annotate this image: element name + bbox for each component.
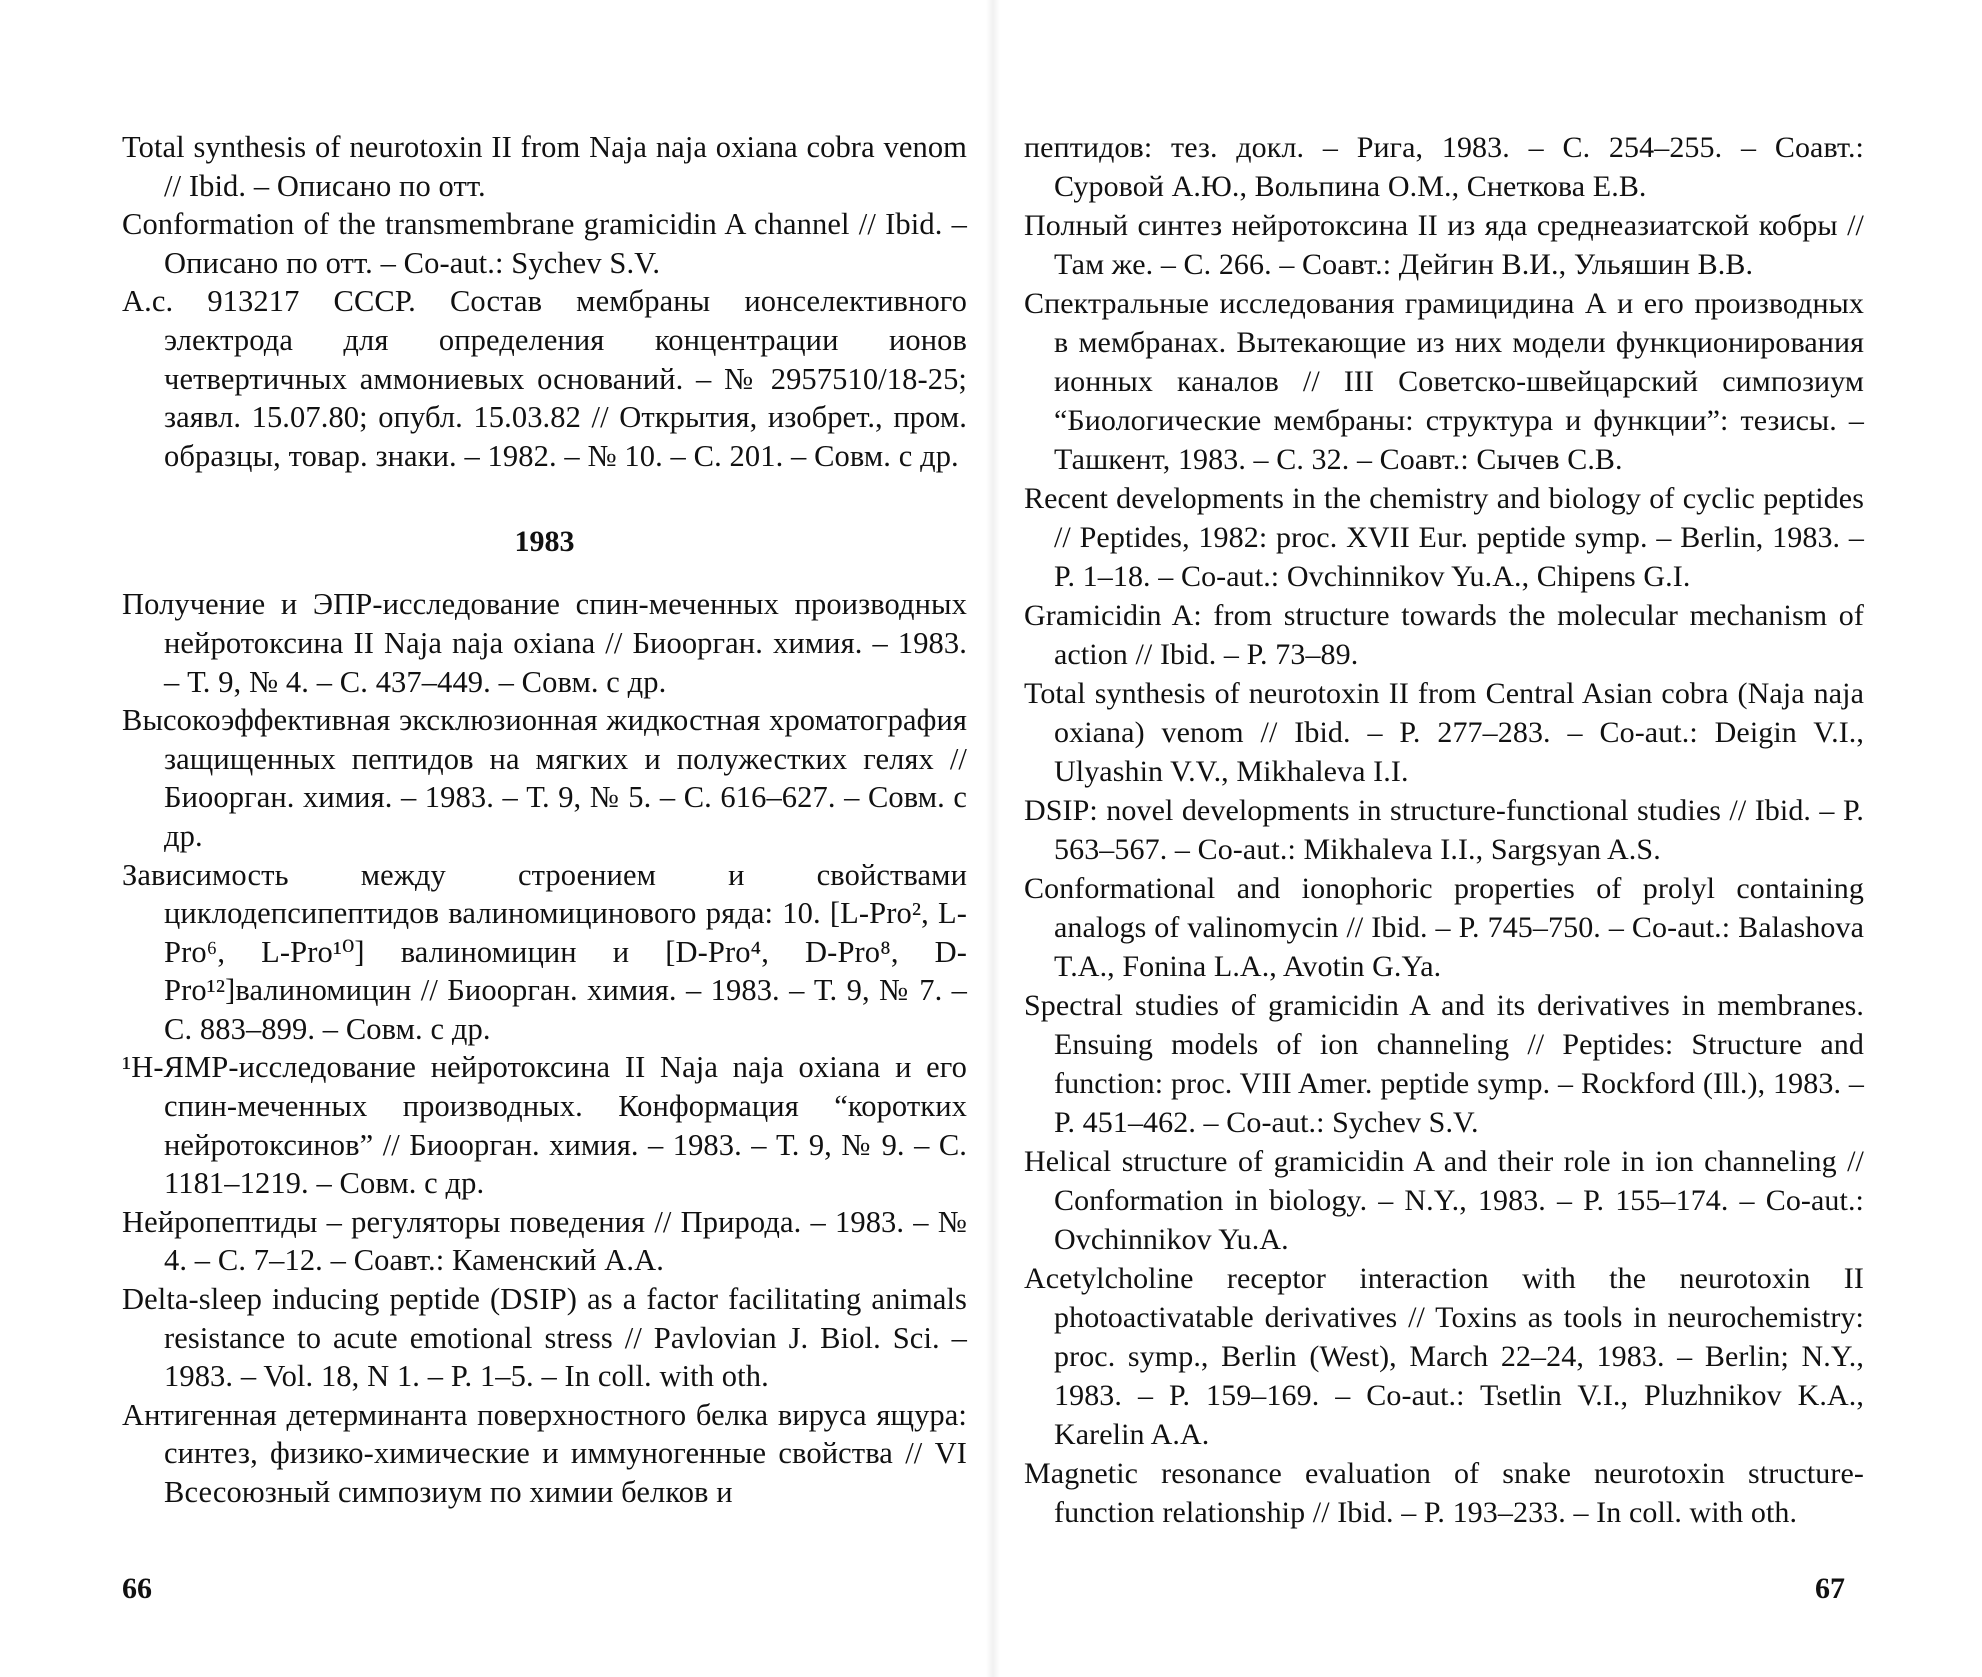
bibliography-entry: Gramicidin A: from structure towards the molecular mechanism of action // Ibid. – P. 73–89. <box>1024 599 1864 671</box>
bibliography-entry: Зависимость между строением и свойствами циклодепсипептидов валиномицинового ряда: 10. [L-Pro², L-Pro⁶, L-Pro¹⁰] валиномицин и [D-Pro⁴, D-Pro⁸, D-Pro¹²]валиномицин // Биоорган. химия. – 1983. – Т. 9, № 7. – С. 883–899. – Совм. с др. <box>122 857 967 1046</box>
year-heading: 1983 <box>514 525 575 559</box>
bibliography-entry: DSIP: novel developments in structure-functional studies // Ibid. – P. 563–567. – Co-aut.: Mikhaleva I.I., Sargsyan A.S. <box>1024 794 1864 866</box>
bibliography-entry: Total synthesis of neurotoxin II from Naja naja oxiana cobra venom // Ibid. – Описано по отт. <box>122 130 967 203</box>
bibliography-entry: A.c. 913217 СССР. Состав мембраны ионселективного электрода для определения концентрации ионов четвертичных аммониевых оснований. – № 2957510/18-25; заявл. 15.07.80; опубл. 15.03.82 // Открытия, изобрет., пром. образцы, товар. знаки. – 1982. – № 10. – С. 201. – Совм. с др. <box>122 284 967 473</box>
bibliography-entry: Conformation of the transmembrane gramicidin A channel // Ibid. – Описано по отт. – Co-aut.: Sychev S.V. <box>122 207 967 280</box>
bibliography-entry: Total synthesis of neurotoxin II from Central Asian cobra (Naja naja oxiana) venom // Ibid. – P. 277–283. – Co-aut.: Deigin V.I., Ulyashin V.V., Mikhaleva I.I. <box>1024 677 1864 788</box>
book-gutter <box>986 0 1000 1677</box>
bibliography-entry: Нейропептиды – регуляторы поведения // Природа. – 1983. – № 4. – С. 7–12. – Соавт.: Каменский А.А. <box>122 1204 967 1278</box>
bibliography-entry: Антигенная детерминанта поверхностного белка вируса ящура: синтез, физико-химические и иммуногенные свойства // VI Всесоюзный симпозиум по химии белков и <box>122 1397 967 1509</box>
page-number-left: 66 <box>122 1572 152 1605</box>
bibliography-entry: Magnetic resonance evaluation of snake neurotoxin structure-function relationship // Ibid. – P. 193–233. – In coll. with oth. <box>1024 1457 1864 1529</box>
left-page <box>122 128 967 1512</box>
bibliography-entry: Спектральные исследования грамицидина А и его производных в мембранах. Вытекающие из них модели функционирования ионных каналов // III Советско-швейцарский симпозиум “Биологические мембраны: структура и функции”: тезисы. – Ташкент, 1983. – С. 32. – Соавт.: Сычев С.В. <box>1024 287 1864 476</box>
bibliography-entry: Spectral studies of gramicidin A and its derivatives in membranes. Ensuing models of ion channeling // Peptides: Structure and function: proc. VIII Amer. peptide symp. – Rockford (Ill.), 1983. – P. 451–462. – Co-aut.: Sychev S.V. <box>1024 989 1864 1139</box>
page-number-right: 67 <box>1815 1572 1845 1605</box>
bibliography-entry: Delta-sleep inducing peptide (DSIP) as a factor facilitating animals resistance to acute emotional stress // Pavlovian J. Biol. Sci. – 1983. – Vol. 18, N 1. – P. 1–5. – In coll. with oth. <box>122 1282 967 1394</box>
bibliography-entry-continuation: пептидов: тез. докл. – Рига, 1983. – С. 254–255. – Соавт.: Суровой А.Ю., Вольпина О.М., Снеткова Е.В. <box>1024 131 1864 203</box>
bibliography-entry: Helical structure of gramicidin A and their role in ion channeling // Conformation in biology. – N.Y., 1983. – P. 155–174. – Co-aut.: Ovchinnikov Yu.A. <box>1024 1145 1864 1256</box>
bibliography-entry: Conformational and ionophoric properties of prolyl containing analogs of valinomycin // Ibid. – P. 745–750. – Co-aut.: Balashova T.A., Fonina L.A., Avotin G.Ya. <box>1024 872 1864 983</box>
bibliography-entry: Recent developments in the chemistry and biology of cyclic peptides // Peptides, 1982: proc. XVII Eur. peptide symp. – Berlin, 1983. – P. 1–18. – Co-aut.: Ovchinnikov Yu.A., Chipens G.I. <box>1024 482 1864 593</box>
bibliography-entry: Полный синтез нейротоксина II из яда среднеазиатской кобры // Там же. – С. 266. – Соавт.: Дейгин В.И., Ульяшин В.В. <box>1024 209 1864 281</box>
bibliography-entry: Получение и ЭПР-исследование спин-меченных производных нейротоксина II Naja naja oxiana // Биоорган. химия. – 1983. – Т. 9, № 4. – С. 437–449. – Совм. с др. <box>122 587 967 699</box>
bibliography-entry: Acetylcholine receptor interaction with the neurotoxin II photoactivatable derivatives // Toxins as tools in neurochemistry: proc. symp., Berlin (West), March 22–24, 1983. – Berlin; N.Y., 1983. – P. 159–169. – Co-aut.: Tsetlin V.I., Pluzhnikov K.A., Karelin A.A. <box>1024 1262 1864 1451</box>
bibliography-entry: Высокоэффективная эксклюзионная жидкостная хроматография защищенных пептидов на мягких и полужестких гелях // Биоорган. химия. – 1983. – Т. 9, № 5. – С. 616–627. – Совм. с др. <box>122 703 967 853</box>
bibliography-entry: ¹H-ЯМР-исследование нейротоксина II Naja naja oxiana и его спин-меченных производных. Конформация “коротких нейротоксинов” // Биоорган. химия. – 1983. – Т. 9, № 9. – С. 1181–1219. – Совм. с др. <box>122 1050 967 1201</box>
right-page <box>1024 128 1864 1532</box>
